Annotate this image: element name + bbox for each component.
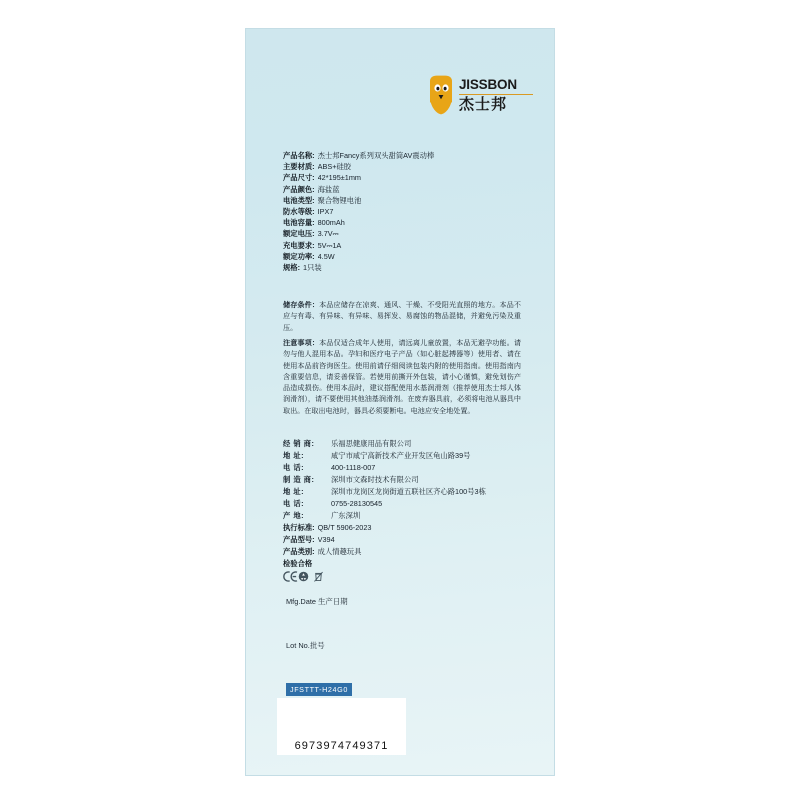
mfg-date-label: Mfg.Date 生产日期 [286,597,348,606]
brand-wordmark [459,78,537,113]
lot-number-label: Lot No.批号 [286,641,325,650]
company-key: 地 址: [283,487,305,496]
company-value: 乐福思健康用品有限公司 [331,439,412,448]
spec-row [283,150,523,161]
company-row [283,498,528,510]
company-key: 电 话: [283,499,305,508]
spec-value: 聚合物锂电池 [317,195,362,205]
company-key: 电 话: [283,463,305,472]
recycle-icon [298,571,309,582]
brand-block [427,75,537,133]
spec-value: ABS+硅胶 [317,162,352,172]
spec-value: QB/T 5906-2023 [317,523,372,532]
brand-name-cn: 杰士邦 [459,96,508,113]
company-value: 广东深圳 [331,511,361,520]
spec-key: 产品颜色: [283,184,315,194]
spec-row [283,228,523,239]
spec-value: V394 [317,535,335,544]
spec-row [283,195,523,206]
caution-title: 注意事项： [283,339,320,347]
spec-row [283,172,523,183]
spec-value: 42*195±1mm [317,173,361,183]
company-value: 400-1118-007 [331,463,376,472]
company-key: 制 造 商: [283,475,315,484]
weee-crossed-bin-icon [313,571,324,582]
company-key: 产 地: [283,511,305,520]
jissbon-bird-logo-icon [427,75,455,115]
company-value: 深圳市文森时技术有限公司 [331,475,419,484]
standards-list [283,522,528,570]
spec-value: 成人情趣玩具 [317,547,362,556]
spec-value: 5V⎓1A [317,240,342,250]
company-row [283,510,528,522]
sku-code-chip: JFSTTT-H24G0 [286,683,352,696]
spec-row [283,206,523,217]
ce-icon [283,571,294,582]
company-row [283,486,528,498]
label-content [245,28,555,776]
company-info-list [283,438,528,522]
spec-row [283,184,523,195]
spec-value: 海盐蓝 [317,184,340,194]
company-row [283,450,528,462]
company-row [283,462,528,474]
company-key: 经 销 商: [283,439,315,448]
spec-list [283,150,523,273]
company-value: 深圳市龙岗区龙岗街道五联社区齐心路100号3栋 [331,487,486,496]
spec-value: 1只装 [303,263,322,273]
company-key: 地 址: [283,451,305,460]
company-value: 咸宁市咸宁高新技术产业开发区龟山路39号 [331,451,471,460]
spec-key: 防水等级: [283,207,315,217]
spec-key: 充电要求: [283,240,315,250]
barcode-digits: 6973974749371 [294,740,389,752]
spec-key: 产品类别: [283,547,315,556]
spec-key: 额定功率: [283,251,315,261]
brand-divider [459,94,533,95]
spec-row [283,546,528,558]
storage-text: 本品应储存在凉爽、通风、干燥、不受阳光直照的地方。本品不应与有毒、有异味、有异味、易挥发、易腐蚀的物品混储，并避免污染及重压。 [283,301,522,332]
certification-icons [283,571,324,582]
spec-value: 3.7V⎓ [317,229,339,239]
spec-row [283,558,528,570]
spec-key: 检验合格 [283,559,313,568]
brand-name-en: JISSBON [459,77,517,92]
spec-row [283,240,523,251]
spec-key: 规格: [283,263,301,273]
spec-key: 电池类型: [283,195,315,205]
spec-value: 800mAh [317,218,345,228]
spec-row [283,262,523,273]
storage-conditions-block [283,300,521,334]
spec-value: 4.5W [317,251,335,261]
caution-block [283,338,521,417]
spec-row [283,161,523,172]
spec-value: IPX7 [317,207,334,217]
spec-row [283,534,528,546]
spec-key: 执行标准: [283,523,315,532]
spec-row [283,522,528,534]
spec-row [283,251,523,262]
company-row [283,438,528,450]
spec-row [283,217,523,228]
storage-title: 储存条件： [283,301,320,309]
spec-key: 产品型号: [283,535,315,544]
company-row [283,474,528,486]
spec-value: 杰士邦Fancy系列双头甜筒AV震动棒 [317,151,435,160]
spec-key: 电池容量: [283,218,315,228]
caution-text: 本品仅适合成年人使用，请远离儿童放置，本品无避孕功能。请勿与他人混用本品。孕妇和医疗电子产品（如心脏起搏器等）使用者、请在使用本品前咨询医生。使用前请仔细阅读包装内附的使用指南。使用指南内含重要信息，请妥善保管。若使用前撕开外包装，请小心谨慎，避免划伤产品造成损伤。使用本品时，建议搭配使用水基润滑剂（推荐使用杰士邦人体润滑剂），请不要使用其他油基润滑剂。在废弃器具前，必须将电池从器具中取出。在取出电池时，器具必须要断电。电池应安全地处置。 [283,339,522,415]
spec-key: 额定电压: [283,229,315,239]
spec-key: 产品尺寸: [283,173,315,183]
spec-key: 主要材质: [283,162,315,172]
spec-key: 产品名称: [283,151,315,160]
product-label-panel [245,28,555,776]
company-value: 0755-28130545 [331,499,383,508]
